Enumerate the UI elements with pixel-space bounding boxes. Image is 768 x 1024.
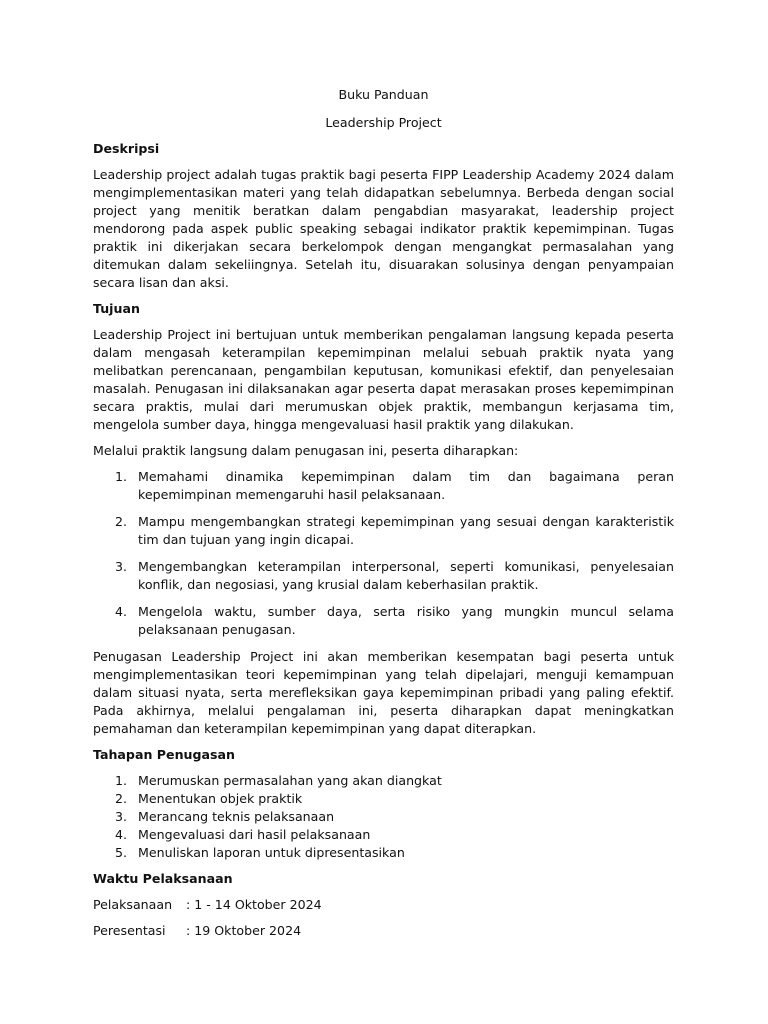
list-item: [93, 513, 674, 549]
list-tahapan: [93, 772, 674, 862]
list-item-number: 2.: [115, 791, 128, 806]
paragraph-deskripsi: Leadership project adalah tugas praktik bagi peserta FIPP Leadership Academy 2024 dalam mengimplementasikan materi yang telah didapatkan sebelumnya. Berbeda dengan social project yang menitik beratkan dalam pengabdian masyarakat, leadership project mendorong pada aspek public speaking sebagai indikator praktik kepemimpinan. Tugas praktik ini dikerjakan secara berkelompok dengan mengangkat permasalahan yang ditemukan dalam sekeliingnya. Setelah itu, disuarakan solusinya dengan penyampaian secara lisan dan aksi.: [93, 167, 674, 290]
list-item-number: 5.: [115, 845, 128, 860]
paragraph-tujuan-1: Leadership Project ini bertujuan untuk memberikan pengalaman langsung kepada peserta dalam mengasah keterampilan kepemimpinan melalui sebuah praktik nyata yang melibatkan perencanaan, pengambilan keputusan, komunikasi efektif, dan penyelesaian masalah. Penugasan ini dilaksanakan agar peserta dapat merasakan proses kepemimpinan secara praktis, mulai dari merumuskan objek praktik, membangun kerjasama tim, mengelola sumber daya, hingga mengevaluasi hasil praktik yang dilakukan.: [93, 327, 674, 432]
schedule-label: Peresentasi: [93, 923, 166, 938]
doc-title-line1: Buku Panduan: [338, 87, 429, 102]
list-tujuan: [93, 468, 674, 639]
list-item-number: 2.: [115, 514, 128, 529]
list-item: [93, 468, 674, 504]
schedule-value: : 1 - 14 Oktober 2024: [186, 897, 322, 912]
list-item: [93, 603, 674, 639]
list-item: [93, 558, 674, 594]
paragraph-tujuan-2: Penugasan Leadership Project ini akan memberikan kesempatan bagi peserta untuk mengimplementasikan teori kepemimpinan yang telah dipelajari, menguji kemampuan dalam situasi nyata, serta merefleksikan gaya kepemimpinan pribadi yang paling efektif. Pada akhirnya, melalui pengalaman ini, peserta diharapkan dapat meningkatkan pemahaman dan keterampilan kepemimpinan yang dapat diterapkan.: [93, 649, 674, 736]
list-item-number: 4.: [115, 604, 128, 619]
heading-tahapan: Tahapan Penugasan: [93, 747, 235, 762]
list-item: [93, 772, 674, 790]
list-item-text: Menuliskan laporan untuk dipresentasikan: [138, 845, 405, 860]
schedule-label: Pelaksanaan: [93, 897, 173, 912]
list-item-text: Mengelola waktu, sumber daya, serta risiko yang mungkin muncul selama pelaksanaan penugasan.: [138, 604, 674, 637]
list-item-text: Menentukan objek praktik: [138, 791, 303, 806]
schedule-value: : 19 Oktober 2024: [186, 923, 302, 938]
list-item: [93, 808, 674, 826]
list-item-text: Mampu mengembangkan strategi kepemimpinan yang sesuai dengan karakteristik tim dan tujuan yang ingin dicapai.: [138, 514, 674, 547]
heading-tujuan: Tujuan: [93, 301, 140, 316]
list-item-text: Memahami dinamika kepemimpinan dalam tim dan bagaimana peran kepemimpinan memengaruhi hasil pelaksanaan.: [138, 469, 674, 502]
doc-title-line2: Leadership Project: [325, 115, 442, 130]
list-item-number: 3.: [115, 809, 128, 824]
list-item-text: Merumuskan permasalahan yang akan diangkat: [138, 773, 442, 788]
list-item-number: 1.: [115, 773, 128, 788]
schedule-row-presentasi: [93, 922, 674, 940]
list-item-number: 1.: [115, 469, 128, 484]
list-item-text: Merancang teknis pelaksanaan: [138, 809, 335, 824]
list-item: [93, 790, 674, 808]
list-item: [93, 844, 674, 862]
heading-waktu: Waktu Pelaksanaan: [93, 871, 233, 886]
list-item: [93, 826, 674, 844]
paragraph-tujuan-intro: Melalui praktik langsung dalam penugasan ini, peserta diharapkan:: [93, 443, 519, 458]
schedule-row-pelaksanaan: [93, 896, 674, 914]
heading-deskripsi: Deskripsi: [93, 141, 160, 156]
list-item-number: 4.: [115, 827, 128, 842]
list-item-text: Mengevaluasi dari hasil pelaksanaan: [138, 827, 371, 842]
list-item-number: 3.: [115, 559, 128, 574]
list-item-text: Mengembangkan keterampilan interpersonal, seperti komunikasi, penyelesaian konflik, dan negosiasi, yang krusial dalam keberhasilan praktik.: [138, 559, 674, 592]
